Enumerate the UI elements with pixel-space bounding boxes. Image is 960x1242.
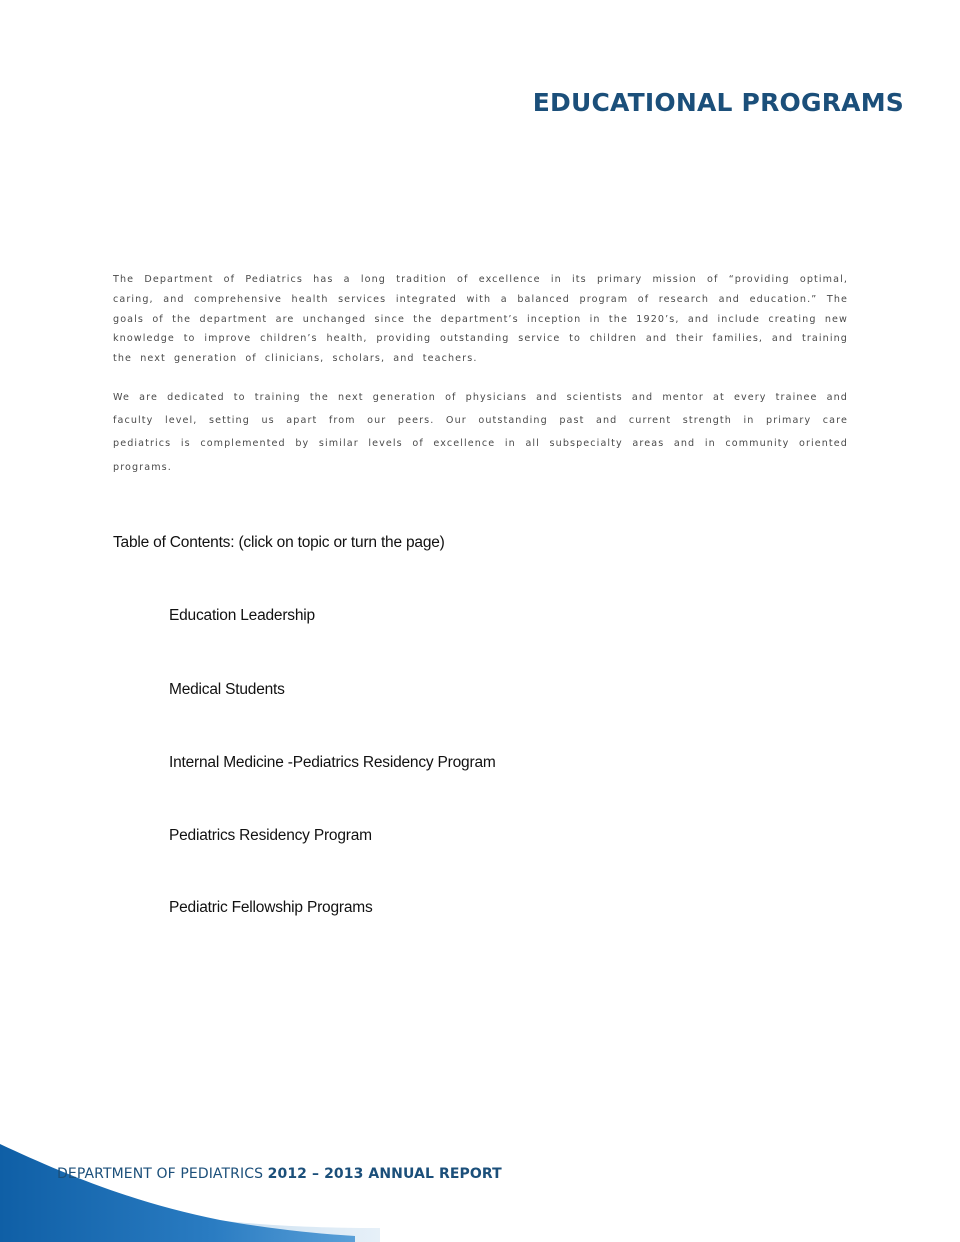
- toc-link-med-peds-residency[interactable]: Internal Medicine -Pediatrics Residency Program: [169, 754, 496, 771]
- footer-report-label: [57, 1166, 502, 1182]
- intro-paragraph-2: We are dedicated to training the next generation of physicians and scientists and mentor at every trainee and faculty level, setting us apart from our peers. Our outstanding past and current strength in primary care pediatrics is complemented by similar levels of excellence in all subspecialty areas and in community oriented programs.: [113, 392, 848, 473]
- toc-link-medical-students[interactable]: Medical Students: [169, 681, 285, 698]
- footer-report-year: 2012 – 2013 ANNUAL REPORT: [267, 1166, 502, 1182]
- toc-link-education-leadership[interactable]: Education Leadership: [169, 607, 315, 624]
- toc-link-pediatrics-residency[interactable]: Pediatrics Residency Program: [169, 827, 372, 844]
- toc-link-fellowship-programs[interactable]: Pediatric Fellowship Programs: [169, 899, 373, 916]
- footer-department: DEPARTMENT OF PEDIATRICS: [57, 1166, 264, 1182]
- footer-swoosh-graphic: [0, 1132, 380, 1242]
- page-title: EDUCATIONAL PROGRAMS: [532, 88, 904, 117]
- intro-paragraph-1: The Department of Pediatrics has a long tradition of excellence in its primary mission of “providing optimal, caring, and comprehensive health services integrated with a balanced program of research and education.” The goals of the department are unchanged since the department’s inception in the 1920’s, and include creating new knowledge to improve children’s health, providing outstanding service to children and their families, and training the next generation of clinicians, scholars, and teachers.: [113, 274, 848, 365]
- toc-heading: Table of Contents: (click on topic or turn the page): [113, 534, 445, 551]
